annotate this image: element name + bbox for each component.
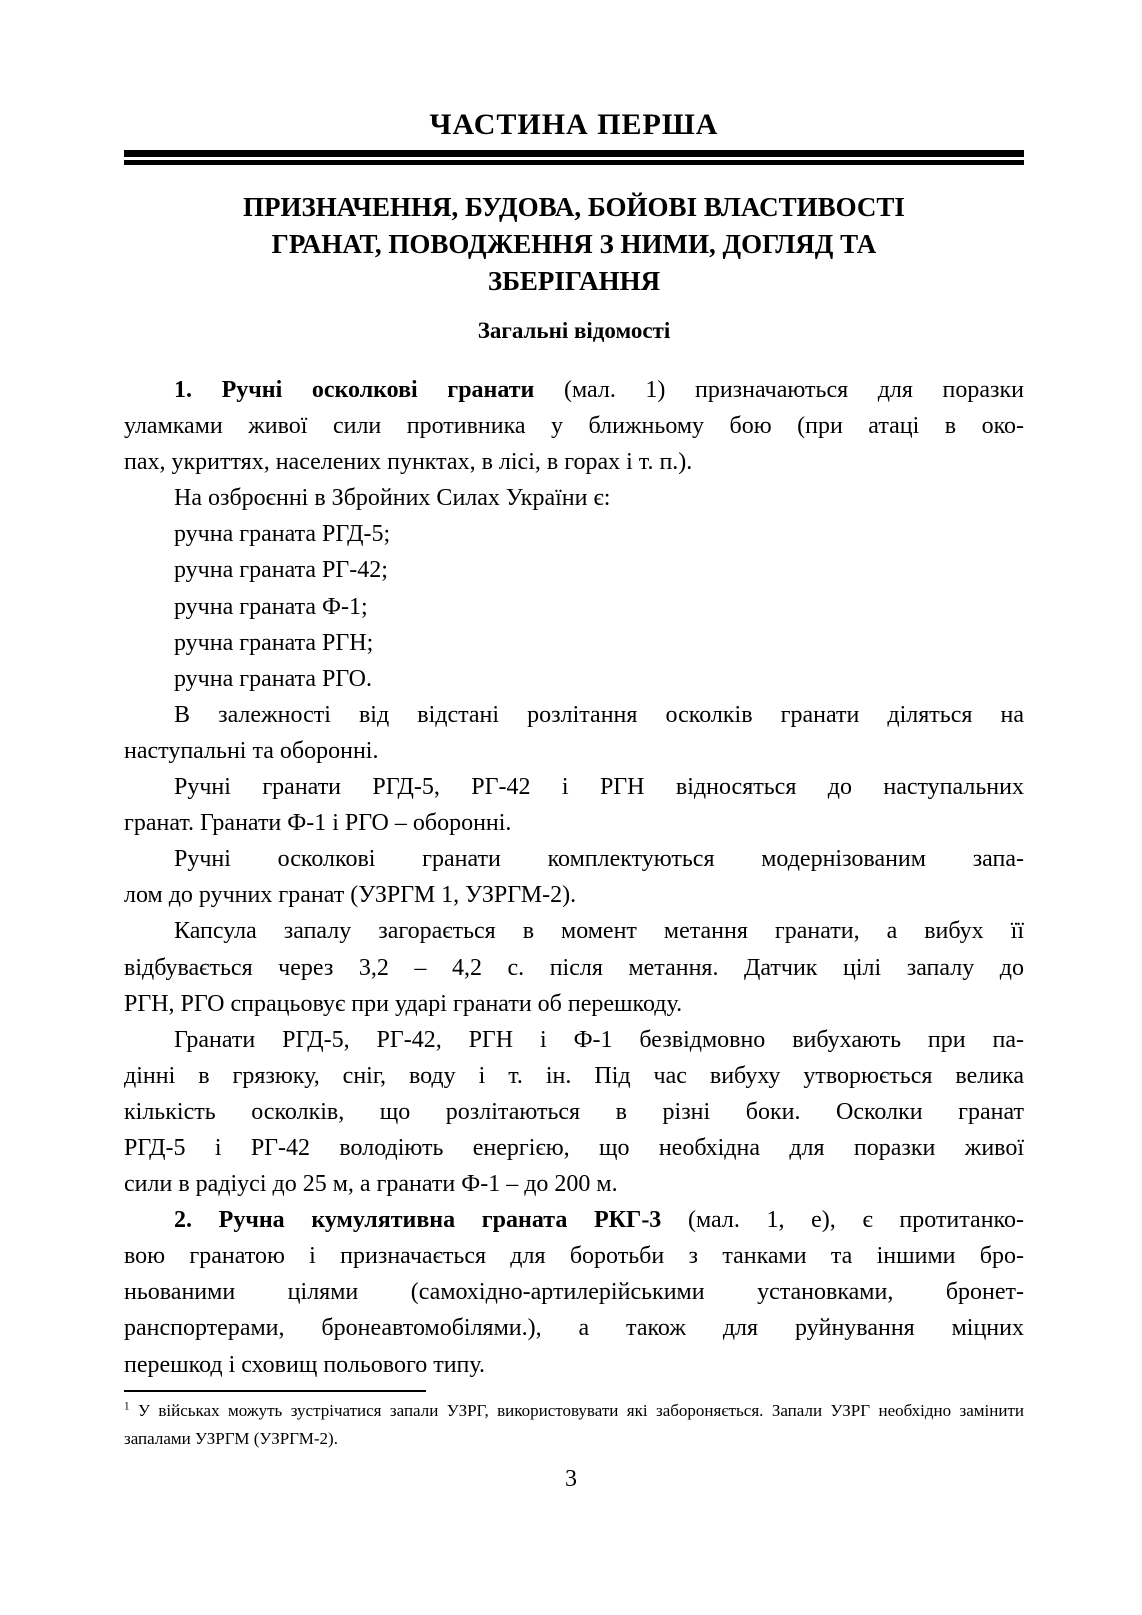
body-line: пах, укриттях, населених пунктах, в лісі, в горах і т. п.). (124, 449, 693, 476)
body-line: дінні в грязюку, сніг, воду і т. ін. Під час вибуху утворюється велика (124, 1062, 1024, 1089)
footnote-line: запалами УЗРГМ (УЗРГМ-2). (124, 1428, 338, 1448)
body-line: Капсула запалу загорається в момент метання гранати, а вибух її (174, 918, 1024, 945)
paragraph (124, 1022, 1024, 1202)
paragraph (124, 1397, 1024, 1453)
paragraph (124, 1202, 1024, 1382)
body-line: ручна граната РГ-42; (174, 557, 388, 584)
body-line: відбувається через 3,2 – 4,2 с. після метання. Датчик цілі запалу до (124, 954, 1024, 981)
body-line: ньованими цілями (самохідно-артилерійськими установками, бронет- (124, 1279, 1024, 1306)
footnote (124, 1397, 1024, 1453)
section-title: Загальні відомості (477, 318, 671, 343)
body-line: 1. Ручні осколкові гранати (мал. 1) призначаються для поразки (174, 377, 1025, 403)
paragraph (124, 480, 1024, 516)
body-line: Ручні осколкові гранати комплектуються модернізованим запа- (174, 846, 1024, 873)
body-line: На озброєнні в Збройних Силах України є: (174, 485, 611, 512)
paragraph (124, 841, 1024, 913)
body-line: наступальні та оборонні. (124, 737, 379, 764)
paragraph (124, 516, 1024, 552)
body-line: перешкод і сховищ польового типу. (124, 1351, 485, 1378)
body-line: 2. Ручна кумулятивна граната РКГ-3 (мал. 1, е), є протитанко- (174, 1207, 1024, 1234)
chapter-title (124, 189, 1024, 300)
body-line: Ручні гранати РГД-5, РГ-42 і РГН відносяться до наступальних (174, 774, 1024, 801)
body-line: вою гранатою і призначається для боротьби з танками та іншими бро- (124, 1243, 1024, 1270)
body-line: лом до ручних гранат (УЗРГМ 1, УЗРГМ-2). (124, 882, 577, 909)
body-line: В залежності від відстані розлітання осколків гранати діляться на (174, 701, 1024, 728)
chapter-title-line: ПРИЗНАЧЕННЯ, БУДОВА, БОЙОВІ ВЛАСТИВОСТІ (243, 192, 905, 222)
body-line: Гранати РГД-5, РГ-42, РГН і Ф-1 безвідмовно вибухають при па- (174, 1026, 1024, 1053)
body-line: ранспортерами, бронеавтомобілями.), а також для руйнування міцних (124, 1315, 1024, 1342)
document-body (124, 372, 1024, 1383)
page-number: 3 (565, 1466, 577, 1492)
body-line: РГД-5 і РГ-42 володіють енергією, що необхідна для поразки живої (124, 1134, 1024, 1161)
paragraph (124, 589, 1024, 625)
paragraph (124, 913, 1024, 1021)
body-line: кількість осколків, що розлітаються в різні боки. Осколки гранат (124, 1098, 1024, 1125)
footnote-separator (124, 1390, 426, 1392)
body-line: ручна граната РГО. (174, 665, 373, 692)
body-line: ручна граната Ф-1; (174, 593, 368, 620)
body-line: ручна граната РГН; (174, 629, 374, 656)
double-rule (124, 150, 1024, 165)
paragraph (124, 552, 1024, 588)
paragraph (124, 769, 1024, 841)
paragraph (124, 697, 1024, 769)
body-line: гранат. Гранати Ф-1 і РГО – оборонні. (124, 810, 512, 837)
part-title: ЧАСТИНА ПЕРША (429, 108, 719, 141)
paragraph (124, 625, 1024, 661)
body-line: уламками живої сили противника у ближньому бою (при атаці в око- (124, 413, 1024, 440)
chapter-title-line: ГРАНАТ, ПОВОДЖЕННЯ З НИМИ, ДОГЛЯД ТА (271, 229, 877, 259)
paragraph (124, 372, 1024, 480)
footnote-line: $^1$ У військах можуть зустрічатися запали УЗРГ, використовувати які забороняється. Запали УЗРГ необхідно замінити (124, 1399, 1024, 1420)
body-line: ручна граната РГД-5; (174, 521, 391, 548)
footnote-area (124, 1390, 1024, 1453)
body-line: РГН, РГО спрацьовує при ударі гранати об перешкоду. (124, 990, 683, 1017)
body-line: сили в радіусі до 25 м, а гранати Ф-1 – до 200 м. (124, 1171, 618, 1198)
paragraph (124, 661, 1024, 697)
chapter-title-line: ЗБЕРІГАННЯ (487, 266, 661, 296)
